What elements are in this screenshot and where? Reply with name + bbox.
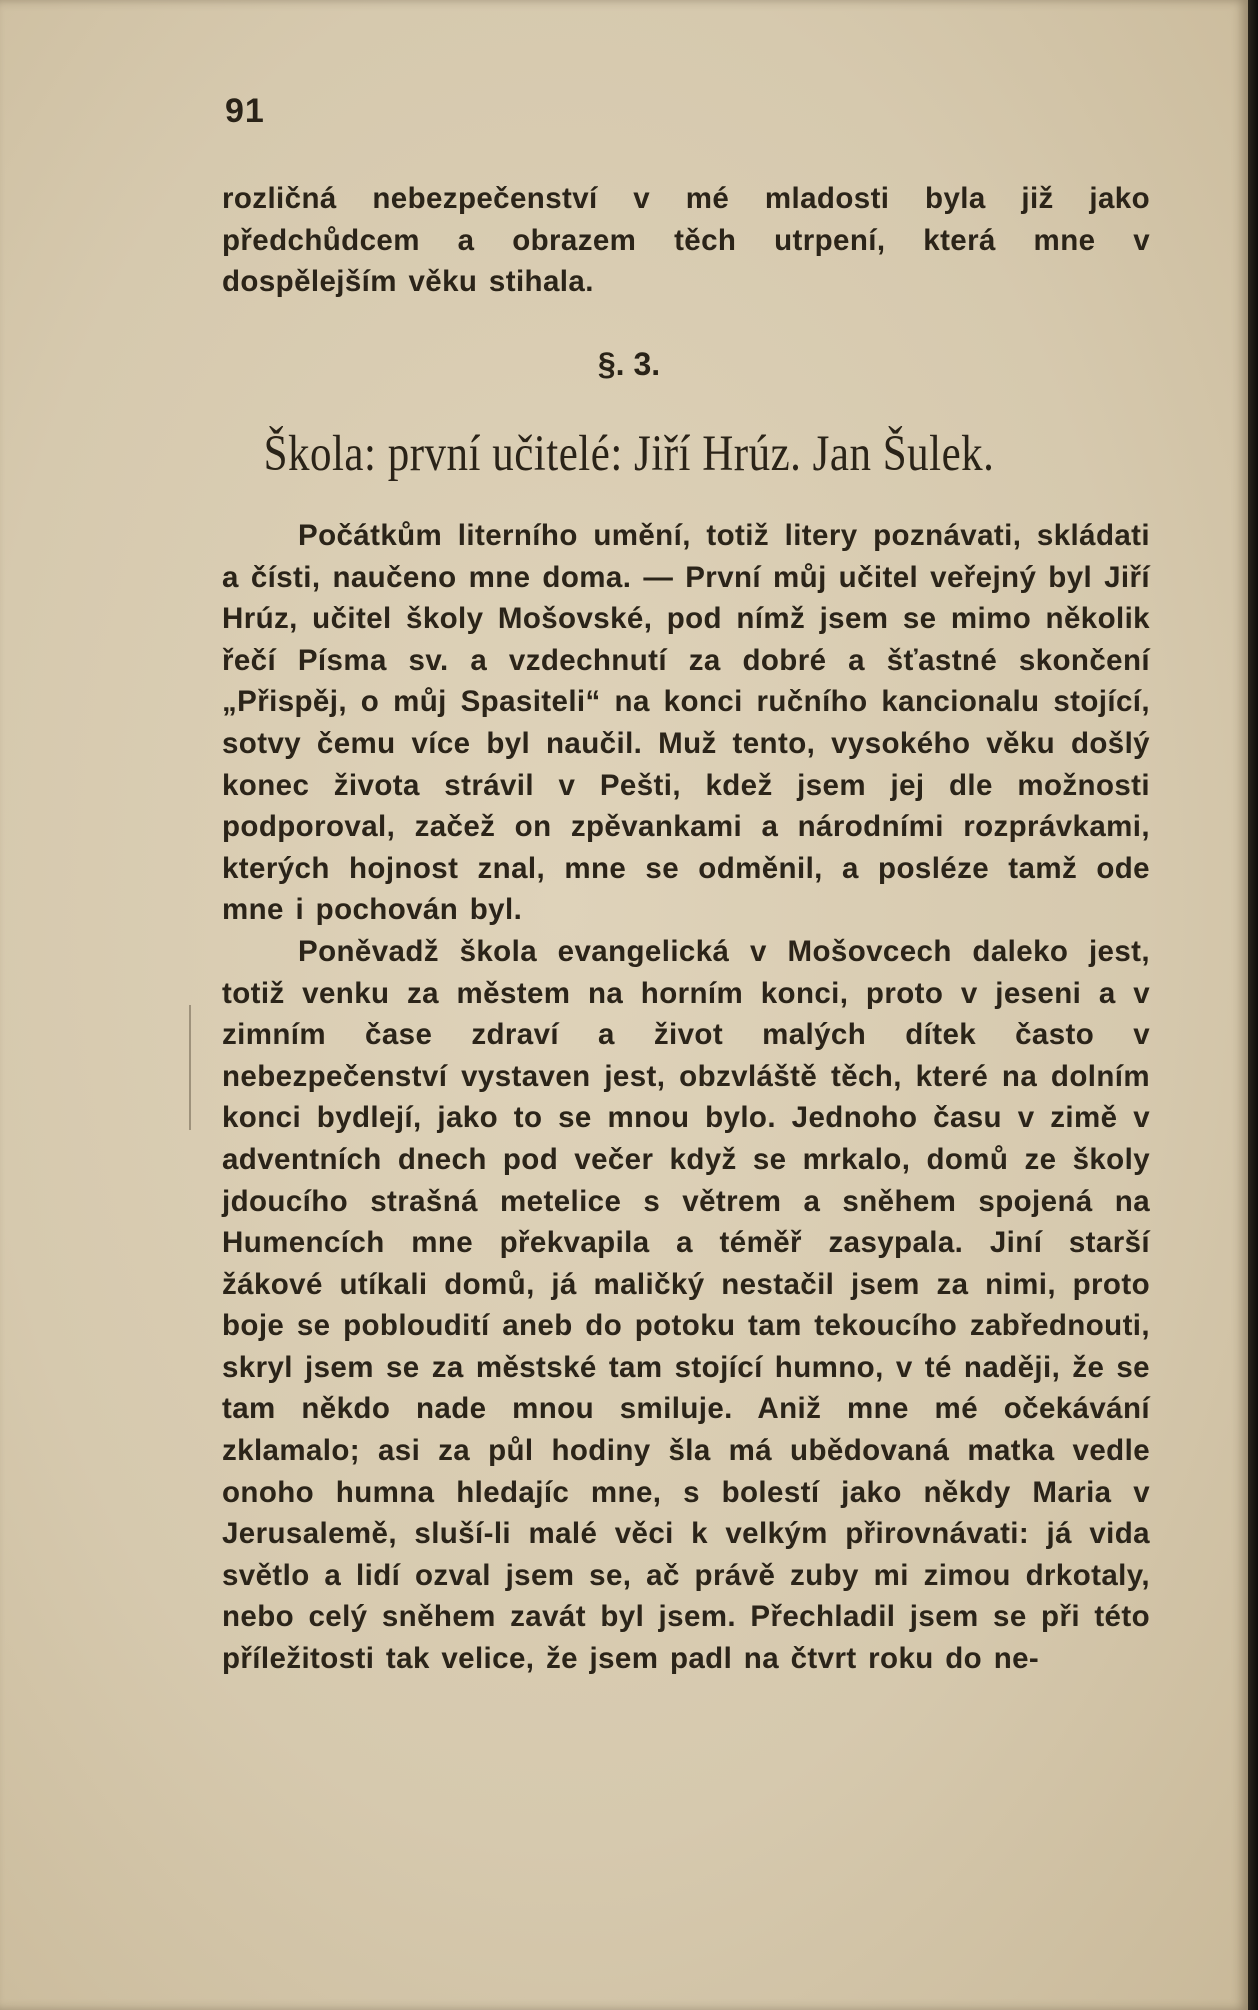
section-mark: §. 3. <box>597 346 661 382</box>
section-heading: Škola: první učitelé: Jiří Hrúz. Jan Šulek. <box>263 426 995 482</box>
paragraph-school-beginnings: Počátkům literního umění, totiž litery poznávati, skládati a čísti, naučeno mne doma. — První můj učitel veřejný byl Jiří Hrúz, učitel školy Mošovské, pod nímž jsem se mimo několik řečí Písma sv. a vzdechnutí za dobré a šťastné skončení „Přispěj, o můj Spasiteli“ na konci ručního kancionalu stojící, sotvy čemu více byl naučil. Muž tento, vysokého věku došlý konec života strávil v Pešti, kdež jsem jej dle možnosti podporoval, začež on zpěvankami a národními rozprávkami, kterých hojnost znal, mne se odměnil, a posléze tamž ode mne i pochován byl. <box>222 519 1150 927</box>
paragraph-snowstorm: Poněvadž škola evangelická v Mošovcech daleko jest, totiž venku za městem na horním konci, proto v jeseni a v zimním čase zdraví a život malých dítek často v nebezpečenství vystaven jest, obzvláště těch, které na dolním konci bydlejí, jako to se mnou bylo. Jednoho času v zimě v adventních dnech pod večer když se mrkalo, domů ze školy jdoucího strašná metelice s větrem a sněhem spojená na Humencích mne překvapila a téměř zasypala. Jiní starší žákové utíkali domů, já maličký nestačil jsem za nimi, proto boje se pobloudití aneb do potoku tam tekoucího zabřednouti, skryl jsem se za městské tam stojící humno, v té naději, že se tam někdo nade mnou smiluje. Aniž mne mé očekávání zklamalo; asi za půl hodiny šla má ubědovaná matka vedle onoho humna hledajíc mne, s bolestí jako někdy Maria v Jerusalemě, sluší-li malé věci k velkým přirovnávati: já vida světlo a lidí ozval jsem se, ač právě zuby mi zimou drkotaly, nebo celý sněhem zavát byl jsem. Přechladil jsem se při této příležitosti tak velice, že jsem padl na čtvrt roku do ne- <box>222 934 1150 1676</box>
intro-paragraph-block <box>222 178 1150 303</box>
body-text <box>222 515 1150 1680</box>
margin-pencil-mark <box>189 1005 191 1130</box>
intro-paragraph: rozličná nebezpečenství v mé mladosti byla již jako předchůdcem a obrazem těch utrpení, která mne v dospělejším věku stihala. <box>222 182 1150 299</box>
page-number: 91 <box>225 92 265 130</box>
binding-gutter <box>1248 0 1258 2010</box>
